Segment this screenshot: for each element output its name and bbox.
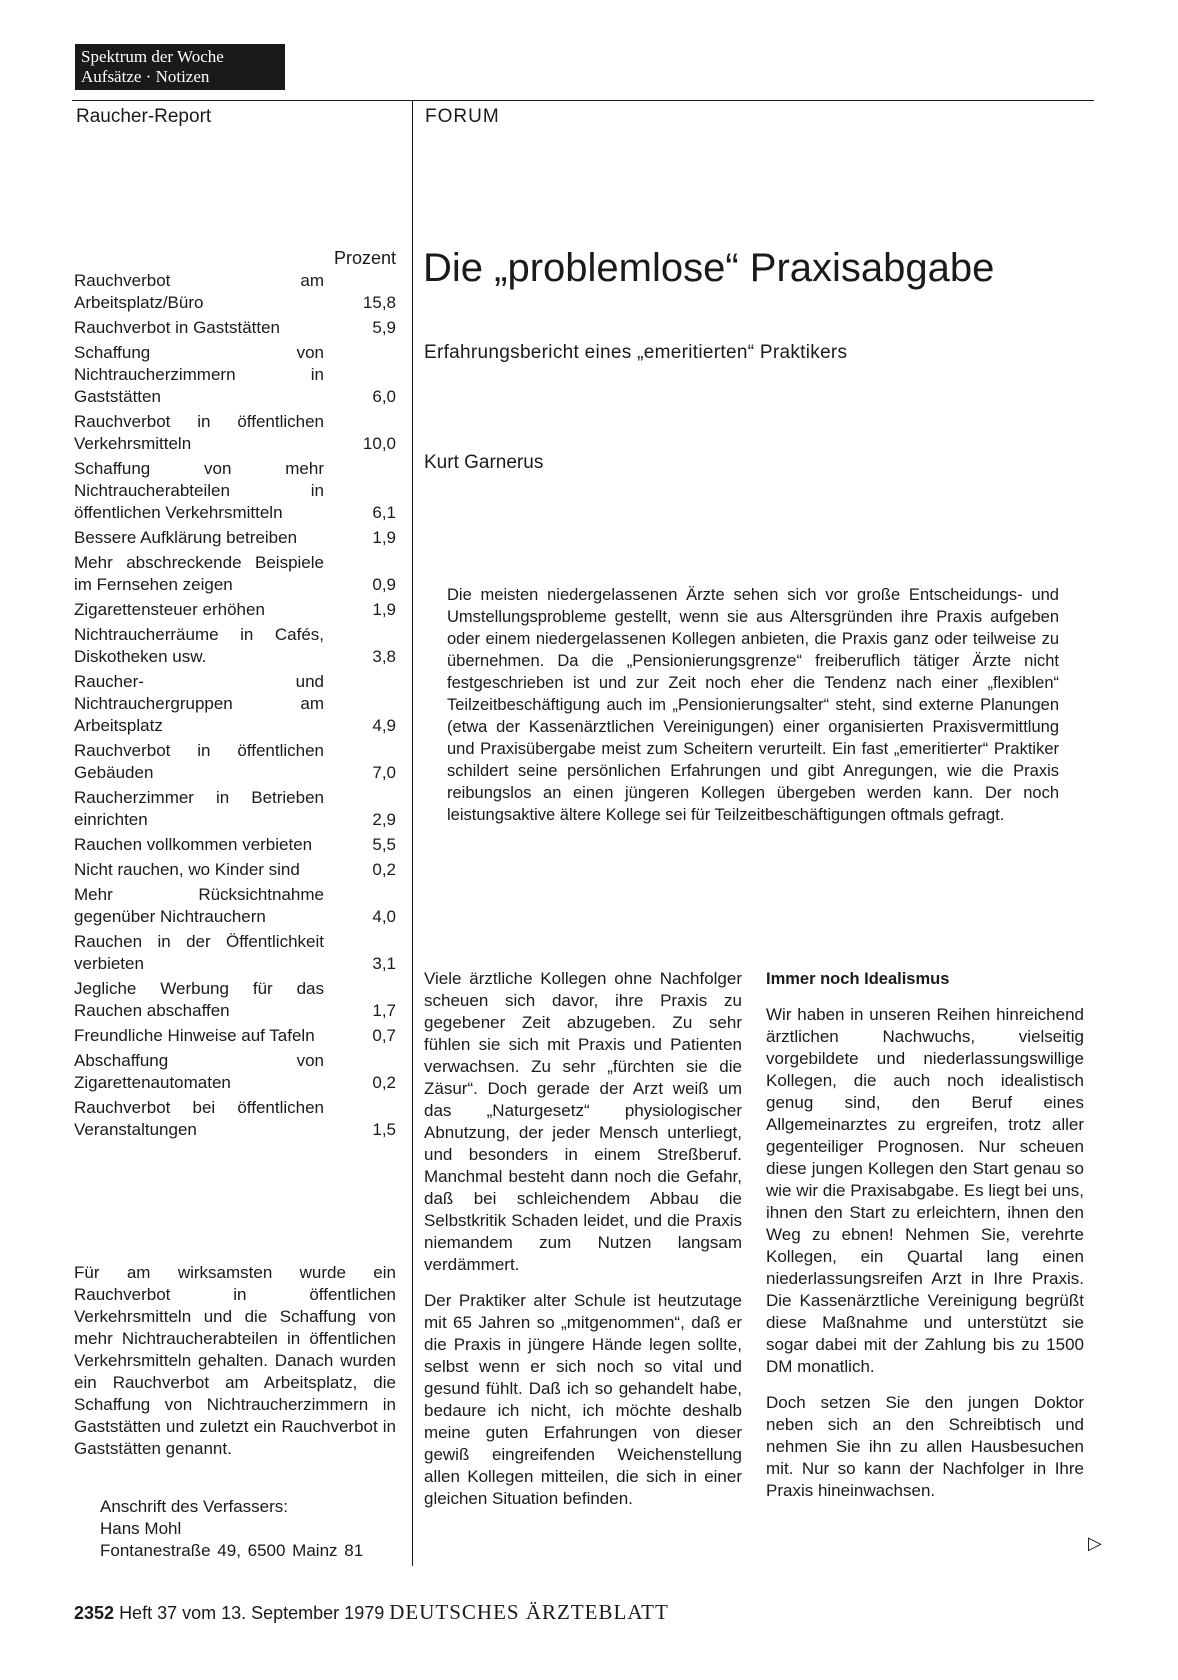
article-abstract: Die meisten niedergelassenen Ärzte sehen sich vor große Entscheidungs- und Umstellungsprobleme gestellt, wenn sie aus Altersgründen ihre Praxis aufgeben oder einem niedergelassenen Kollegen anbieten, die Praxis ganz oder teilweise zu übernehmen. Da die „Pensionierungsgrenze“ freiberuflich tätiger Ärzte nicht festgeschrieben ist und zur Zeit noch eher die Tendenz nach einer „flexiblen“ Teilzeitbeschäftigung auch im „Pensionierungsalter“ steht, sind externe Planungen (etwa der Kassenärztlichen Vereinigungen) einer organisierten Praxisvermittlung und Praxisübergabe meist zum Scheitern verurteilt. Ein fast „emeritierter“ Praktiker schildert seine persönlichen Erfahrungen und gibt Anregungen, wie die Praxis reibungslos an einen jüngeren Kollegen übergeben werden kann. Der noch leistungsaktive ältere Kollege sei für Teilzeitbeschäftigungen oftmals gefragt. xyxy=(447,586,1059,824)
author-address xyxy=(100,1496,363,1562)
table-summary: Für am wirksamsten wurde ein Rauchverbot in öffentlichen Verkehrsmitteln und die Schaffung von mehr Nichtraucherabteilen in öffentlichen Verkehrsmitteln gehalten. Danach wurden ein Rauchverbot am Arbeitsplatz, die Schaffung von Nichtraucherzimmern in Gaststätten und zuletzt ein Rauchverbot in Gaststätten genannt. xyxy=(74,1263,396,1458)
row-value: 5,9 xyxy=(372,318,396,337)
row-label: Rauchverbot in öffentlichen Gebäuden xyxy=(74,741,324,782)
table-row xyxy=(74,552,396,599)
article-column-right xyxy=(766,968,1084,1516)
table-row xyxy=(74,458,396,527)
table-row xyxy=(74,317,396,342)
continue-arrow-icon: ▷ xyxy=(1088,1533,1102,1553)
row-value: 10,0 xyxy=(362,434,396,453)
row-label: Rauchen vollkommen verbieten xyxy=(74,835,313,854)
table-row xyxy=(74,527,396,552)
table-row xyxy=(74,978,396,1025)
row-value: 15,8 xyxy=(362,293,396,312)
article-author: Kurt Garnerus xyxy=(424,452,544,473)
row-label: Rauchverbot in Gaststätten xyxy=(74,318,281,337)
row-label: Rauchen in der Öffentlichkeit verbieten xyxy=(74,932,324,973)
address-line3: Fontanestraße 49, 6500 Mainz 81 xyxy=(100,1541,364,1560)
section-subheading: Immer noch Idealismus xyxy=(766,970,950,988)
row-label: Abschaffung von Zigarettenautomaten xyxy=(74,1051,324,1092)
row-value: 1,5 xyxy=(372,1120,396,1139)
row-label: Jegliche Werbung für das Rauchen abschaffen xyxy=(74,979,324,1020)
table-row xyxy=(74,740,396,787)
table-row xyxy=(74,624,396,671)
row-label: Rauchverbot in öffentlichen Verkehrsmitteln xyxy=(74,412,324,453)
row-value: 3,8 xyxy=(372,647,396,666)
row-value: 2,9 xyxy=(372,810,396,829)
table-row xyxy=(74,834,396,859)
issue-info: Heft 37 vom 13. September 1979 xyxy=(119,1603,385,1623)
row-value: 6,0 xyxy=(372,387,396,406)
row-value: 3,1 xyxy=(372,954,396,973)
column-rule xyxy=(412,100,413,1566)
row-label: Mehr Rücksichtnahme gegenüber Nichtrauchern xyxy=(74,885,324,926)
table-row xyxy=(74,671,396,740)
row-label: Bessere Aufklärung betreiben xyxy=(74,528,298,547)
row-value: 0,2 xyxy=(372,1073,396,1092)
row-label: Mehr abschreckende Beispiele im Fernsehen zeigen xyxy=(74,553,324,594)
row-label: Rauchverbot bei öffentlichen Veranstaltungen xyxy=(74,1098,324,1139)
table-row xyxy=(74,884,396,931)
row-value: 4,0 xyxy=(372,907,396,926)
page-number: 2352 xyxy=(74,1603,115,1623)
table-header-percent: Prozent xyxy=(333,248,396,268)
table-row xyxy=(74,859,396,884)
address-line2: Hans Mohl xyxy=(100,1519,182,1538)
row-value: 0,9 xyxy=(372,575,396,594)
article-title: Die „problemlose“ Praxisabgabe xyxy=(423,246,995,290)
table-row xyxy=(74,270,396,317)
body-paragraph: Der Praktiker alter Schule ist heutzutage mit 65 Jahren so „mitgenommen“, daß er die Praxis in jüngere Hände legen sollte, selbst wenn er sich noch so vital und gesund fühlt. Daß ich so gehandelt habe, bedaure ich nicht, ich möchte deshalb meine guten Erfahrungen von dieser gewiß eingreifenden Weichenstellung allen Kollegen mitteilen, die sich in einer gleichen Situation befinden. xyxy=(424,1291,742,1508)
table-row xyxy=(74,411,396,458)
row-value: 1,9 xyxy=(372,600,396,619)
row-label: Nicht rauchen, wo Kinder sind xyxy=(74,860,300,879)
article-column-middle xyxy=(424,968,742,1524)
table-row xyxy=(74,342,396,411)
address-line1: Anschrift des Verfassers: xyxy=(100,1497,289,1516)
body-paragraph: Viele ärztliche Kollegen ohne Nachfolger scheuen sich davor, ihre Praxis zu gegebener Zeit abzugeben. Zu sehr fühlen sie sich mit Praxis und Patienten verwachsen. Zu sehr „fürchten sie die Zäsur“. Doch gerade der Arzt weiß um das „Naturgesetz“ physiologischer Abnutzung, der jeder Mensch unterliegt, und besonders in einem Streßberuf. Manchmal besteht dann noch die Gefahr, daß bei schleichendem Abbau die Selbstkritik Schaden leidet, und die Praxis niemandem zum Nutzen langsam verdämmert. xyxy=(424,969,742,1274)
body-paragraph: Wir haben in unseren Reihen hinreichend ärztlichen Nachwuchs, vielseitig vorgebildete und niederlassungswillige Kollegen, die auch noch idealistisch genug sind, den Beruf eines Allgemeinarztes zu ergreifen, trotz aller gegenteiliger Prognosen. Nur scheuen diese jungen Kollegen den Start genau so wie wir die Praxisabgabe. Es liegt bei uns, ihnen den Start zu erleichtern, ihnen den Weg zu ebnen! Nehmen Sie, verehrte Kollegen, ein Quartal lang einen niederlassungsreifen Arzt in Ihre Praxis. Die Kassenärztliche Vereinigung begrüßt diese Maßnahme und unterstützt sie sogar dabei mit der Zahlung bis zu 1500 DM monatlich. xyxy=(766,1005,1084,1376)
table-row xyxy=(74,1097,396,1144)
table-row xyxy=(74,1050,396,1097)
row-label: Schaffung von Nichtraucherzimmern in Gaststätten xyxy=(74,343,324,406)
row-value: 6,1 xyxy=(372,503,396,522)
article-subtitle: Erfahrungsbericht eines „emeritierten“ Praktikers xyxy=(424,342,848,363)
top-rule xyxy=(72,100,1094,101)
right-section-label: FORUM xyxy=(425,106,500,127)
row-value: 0,2 xyxy=(372,860,396,879)
row-value: 7,0 xyxy=(372,763,396,782)
body-paragraph: Doch setzen Sie den jungen Doktor neben sich an den Schreibtisch und nehmen Sie ihn zu allen Hausbesuchen mit. Nur so kann der Nachfolger in Ihre Praxis hineinwachsen. xyxy=(766,1393,1084,1500)
section-header-line2: Aufsätze · Notizen xyxy=(81,67,210,86)
row-label: Raucherzimmer in Betrieben einrichten xyxy=(74,788,324,829)
smoking-measures-table xyxy=(74,270,396,1144)
table-row xyxy=(74,599,396,624)
row-value: 4,9 xyxy=(372,716,396,735)
row-value: 0,7 xyxy=(372,1026,396,1045)
section-header-box xyxy=(75,44,285,90)
row-value: 1,7 xyxy=(372,1001,396,1020)
row-label: Freundliche Hinweise auf Tafeln xyxy=(74,1026,315,1045)
row-label: Raucher- und Nichtrauchergruppen am Arbeitsplatz xyxy=(74,672,324,735)
page-footer xyxy=(74,1600,669,1625)
row-label: Schaffung von mehr Nichtraucherabteilen in öffentlichen Verkehrsmitteln xyxy=(74,459,324,522)
row-value: 1,9 xyxy=(372,528,396,547)
row-label: Zigarettensteuer erhöhen xyxy=(74,600,265,619)
left-section-label: Raucher-Report xyxy=(76,106,212,127)
section-header-line1: Spektrum der Woche xyxy=(81,47,224,66)
table-row xyxy=(74,931,396,978)
row-value: 5,5 xyxy=(372,835,396,854)
row-label: Nichtraucherräume in Cafés, Diskotheken usw. xyxy=(74,625,324,666)
magazine-name: DEUTSCHES ÄRZTEBLATT xyxy=(389,1600,669,1624)
table-row xyxy=(74,787,396,834)
table-row xyxy=(74,1025,396,1050)
row-label: Rauchverbot am Arbeitsplatz/Büro xyxy=(74,271,324,312)
